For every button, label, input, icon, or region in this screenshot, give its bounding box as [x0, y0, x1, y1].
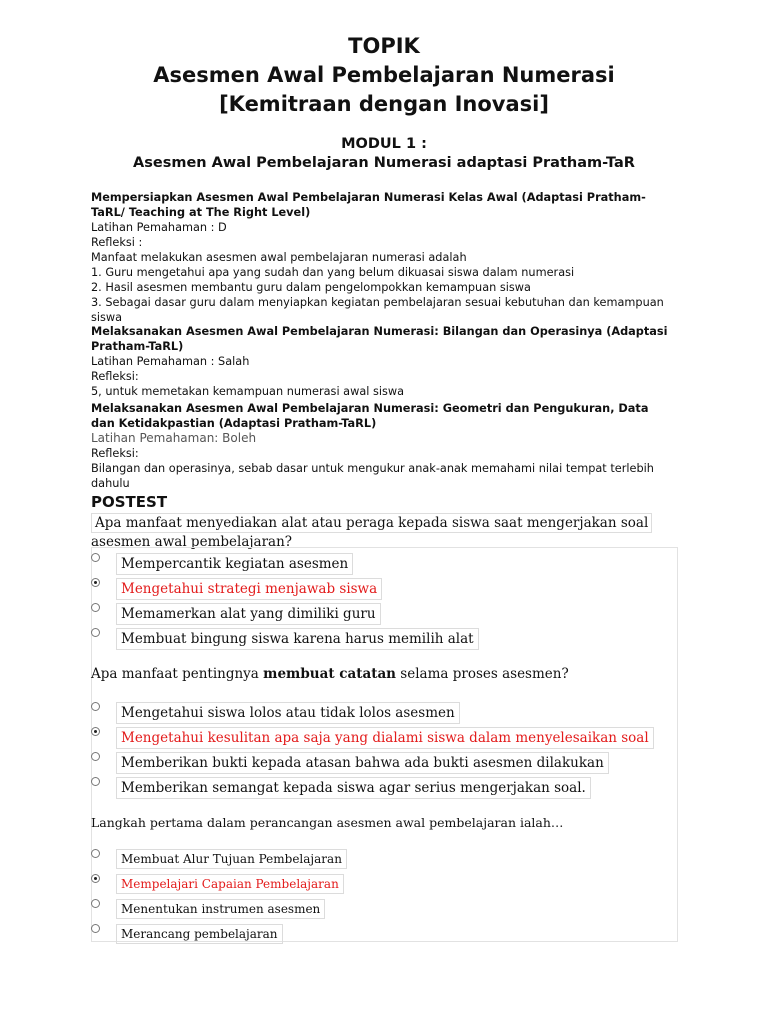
option-label: Mempercantik kegiatan asesmen: [116, 553, 353, 575]
refleksi-line: Manfaat melakukan asesmen awal pembelajaran numerasi adalah: [91, 251, 467, 264]
topic-label: TOPIK: [348, 34, 420, 58]
option-label: Merancang pembelajaran: [116, 924, 283, 944]
page-subtitle: [Kemitraan dengan Inovasi]: [219, 92, 549, 116]
module-label: MODUL 1 :: [341, 136, 427, 152]
option-label: Mengetahui siswa lolos atau tidak lolos asesmen: [116, 702, 460, 724]
radio-unchecked-icon[interactable]: [91, 849, 100, 858]
option-label: Menentukan instrumen asesmen: [116, 899, 325, 919]
module-title: Asesmen Awal Pembelajaran Numerasi adaptasi Pratham-TaR: [133, 155, 635, 171]
option-label-selected: Mempelajari Capaian Pembelajaran: [116, 874, 344, 894]
option-label: Memamerkan alat yang dimiliki guru: [116, 603, 381, 625]
option-label: Memberikan bukti kepada atasan bahwa ada bukti asesmen dilakukan: [116, 752, 609, 774]
question-text-part: selama proses asesmen?: [396, 666, 569, 682]
radio-unchecked-icon[interactable]: [91, 924, 100, 933]
section-1: [91, 190, 671, 325]
refleksi-line: Bilangan dan operasinya, sebab dasar untuk mengukur anak-anak memahami nilai tempat terlebih dahulu: [91, 462, 654, 490]
section-heading: Melaksanakan Asesmen Awal Pembelajaran Numerasi: Geometri dan Pengukuran, Data dan Ketidakpastian (Adaptasi Pratham-TaRL): [91, 402, 649, 430]
question-2-text: [91, 665, 569, 683]
option-label: Memberikan semangat kepada siswa agar serius mengerjakan soal.: [116, 777, 591, 799]
postest-heading: POSTEST: [91, 493, 168, 511]
refleksi-line: 3. Sebagai dasar guru dalam menyiapkan kegiatan pembelajaran sesuai kebutuhan dan kemampuan siswa: [91, 296, 664, 324]
latihan-pemahaman: Latihan Pemahaman : Salah: [91, 355, 250, 368]
radio-unchecked-icon[interactable]: [91, 553, 100, 562]
radio-unchecked-icon[interactable]: [91, 603, 100, 612]
question-line: asesmen awal pembelajaran?: [91, 534, 293, 550]
radio-unchecked-icon[interactable]: [91, 777, 100, 786]
refleksi-label: Refleksi:: [91, 370, 139, 383]
refleksi-line: 1. Guru mengetahui apa yang sudah dan yang belum dikuasai siswa dalam numerasi: [91, 266, 575, 279]
section-heading: Melaksanakan Asesmen Awal Pembelajaran Numerasi: Bilangan dan Operasinya (Adaptasi Pratham-TaRL): [91, 325, 668, 353]
refleksi-label: Refleksi:: [91, 447, 139, 460]
option-label: Membuat bingung siswa karena harus memilih alat: [116, 628, 479, 650]
section-heading: Mempersiapkan Asesmen Awal Pembelajaran Numerasi Kelas Awal (Adaptasi Pratham-TaRL/ Teaching at The Right Level): [91, 191, 646, 219]
radio-unchecked-icon[interactable]: [91, 752, 100, 761]
option-label: Membuat Alur Tujuan Pembelajaran: [116, 849, 347, 869]
radio-checked-icon[interactable]: [91, 727, 100, 736]
option-label-selected: Mengetahui kesulitan apa saja yang dialami siswa dalam menyelesaikan soal: [116, 727, 654, 749]
radio-checked-icon[interactable]: [91, 874, 100, 883]
refleksi-label: Refleksi :: [91, 236, 143, 249]
option-label-selected: Mengetahui strategi menjawab siswa: [116, 578, 382, 600]
question-3-text: Langkah pertama dalam perancangan asesmen awal pembelajaran ialah…: [91, 815, 564, 830]
section-3: [91, 401, 671, 491]
latihan-pemahaman: Latihan Pemahaman : D: [91, 221, 227, 234]
section-2: [91, 324, 671, 399]
radio-unchecked-icon[interactable]: [91, 899, 100, 908]
refleksi-line: 2. Hasil asesmen membantu guru dalam pengelompokkan kemampuan siswa: [91, 281, 531, 294]
latihan-pemahaman: Latihan Pemahaman: Boleh: [91, 431, 257, 445]
question-text-bold: membuat catatan: [263, 666, 397, 682]
question-1-text: [91, 513, 652, 551]
question-text-part: Apa manfaat pentingnya: [91, 666, 264, 682]
refleksi-line: 5, untuk memetakan kemampuan numerasi awal siswa: [91, 385, 405, 398]
radio-unchecked-icon[interactable]: [91, 702, 100, 711]
radio-checked-icon[interactable]: [91, 578, 100, 587]
page-title: Asesmen Awal Pembelajaran Numerasi: [153, 63, 615, 87]
radio-unchecked-icon[interactable]: [91, 628, 100, 637]
question-line: Apa manfaat menyediakan alat atau peraga kepada siswa saat mengerjakan soal: [91, 513, 652, 533]
